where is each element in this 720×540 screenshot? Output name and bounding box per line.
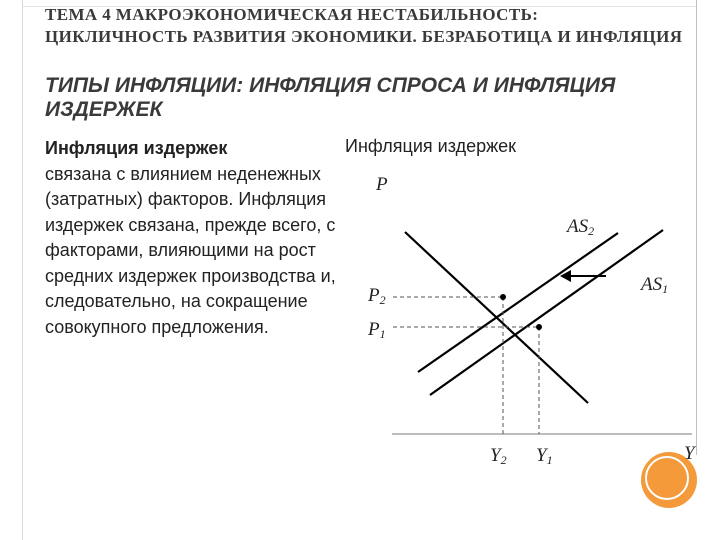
- as1-label: AS1: [641, 274, 669, 296]
- as1-curve: [430, 230, 663, 395]
- y1-label: Y1: [536, 445, 553, 467]
- as2-curve: [418, 233, 618, 372]
- slide-subtitle: ТИПЫ ИНФЛЯЦИИ: ИНФЛЯЦИЯ СПРОСА И ИНФЛЯЦИЯ ИЗДЕРЖЕК: [45, 74, 616, 121]
- y2-label: Y2: [490, 445, 507, 467]
- body-text: связана с влиянием неденежных (затратных) факторов. Инфляция издержек связана, прежде всего, с факторами, влияющими на рост средних издержек производства и, следовательно, на сокращение совокупного предложения.: [45, 163, 336, 337]
- p2-label: P2: [368, 285, 386, 307]
- p-axis-label: P: [376, 174, 388, 195]
- body-lead-term: Инфляция издержек: [45, 138, 228, 158]
- y-axis-label: Y: [684, 443, 695, 464]
- p1-label: P1: [368, 319, 386, 341]
- equilibrium-point-1: [536, 324, 542, 330]
- equilibrium-point-2: [500, 294, 506, 300]
- slide-title: ТЕМА 4 МАКРОЭКОНОМИЧЕСКАЯ НЕСТАБИЛЬНОСТЬ: ЦИКЛИЧНОСТЬ РАЗВИТИЯ ЭКОНОМИКИ. БЕЗРАБОТИЦА И ИНФЛЯЦИЯ: [45, 5, 683, 46]
- as2-label: AS2: [567, 216, 595, 238]
- diagram-title: Инфляция издержек: [345, 136, 517, 156]
